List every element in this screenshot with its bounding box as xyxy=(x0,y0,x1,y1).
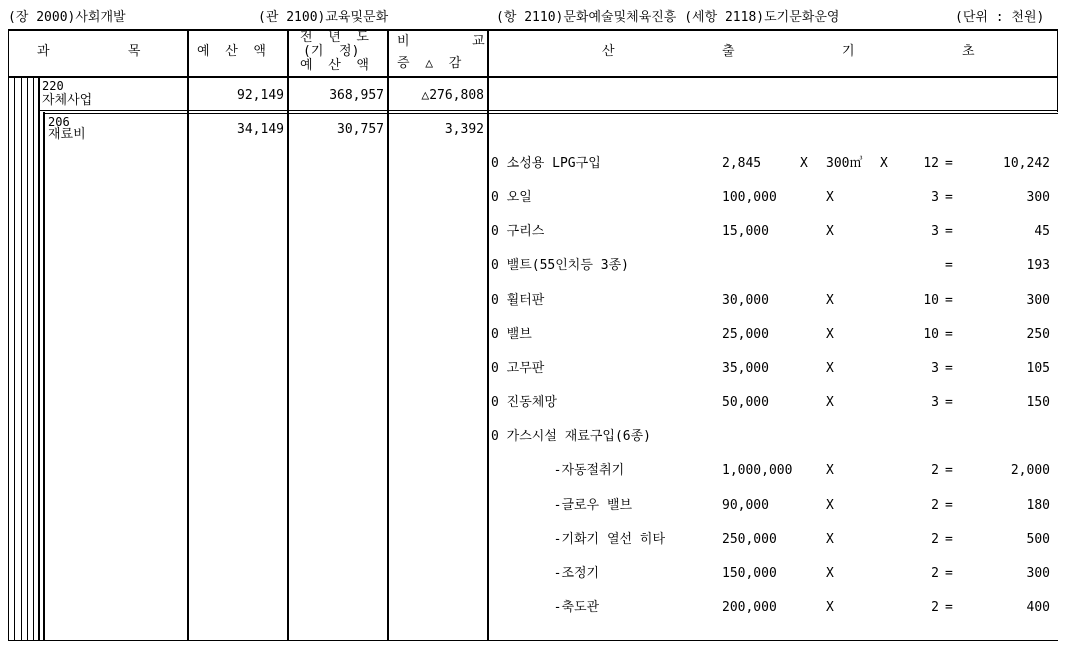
header-basis-2: 출 xyxy=(722,44,735,59)
basis-label: -글로우 밸브 xyxy=(491,498,633,513)
basis-eq: = xyxy=(945,327,953,342)
row-separator xyxy=(40,110,1058,111)
basis-label: 0 진동체망 xyxy=(491,395,557,410)
header-basis-4: 초 xyxy=(962,44,975,59)
basis-eq: = xyxy=(945,224,953,239)
basis-eq: = xyxy=(945,293,953,308)
indent-line xyxy=(33,77,34,640)
row-diff: △276,808 xyxy=(421,88,484,103)
basis-price: 100,000 xyxy=(722,190,777,205)
basis-x2: X xyxy=(826,190,834,205)
basis-x2: X xyxy=(826,498,834,513)
basis-eq: = xyxy=(945,190,953,205)
basis-x2: X xyxy=(826,361,834,376)
basis-price: 250,000 xyxy=(722,532,777,547)
basis-eq: = xyxy=(945,600,953,615)
section-label: (관 2100)교육및문화 xyxy=(258,10,389,25)
header-basis-1: 산 xyxy=(602,44,615,59)
basis-eq: = xyxy=(945,498,953,513)
row-code: 220 xyxy=(42,79,64,93)
basis-qty2: 3 xyxy=(931,190,939,205)
basis-x2: X xyxy=(826,532,834,547)
basis-eq: = xyxy=(945,258,953,273)
basis-price: 1,000,000 xyxy=(722,463,793,478)
basis-price: 150,000 xyxy=(722,566,777,581)
header-basis-3: 기 xyxy=(842,44,855,59)
header-prev-line1: 전 년 도 xyxy=(300,30,369,45)
header-bottom-border xyxy=(8,76,1058,78)
chapter-label: (장 2000)사회개발 xyxy=(8,10,126,25)
header-comp-line1: 비 교 xyxy=(397,34,485,49)
indent-line xyxy=(21,77,22,640)
basis-label: -조정기 xyxy=(491,566,600,581)
col-divider-budget xyxy=(287,29,289,640)
basis-x1: X xyxy=(800,156,808,171)
basis-qty1: 300㎥ xyxy=(826,156,863,171)
col-divider-comp xyxy=(487,29,489,640)
indent-line xyxy=(38,77,40,640)
basis-eq: = xyxy=(945,156,953,171)
basis-x2: X xyxy=(826,224,834,239)
basis-price: 90,000 xyxy=(722,498,769,513)
basis-total: 193 xyxy=(1026,258,1050,273)
table-left-border xyxy=(8,29,9,640)
indent-line xyxy=(27,77,28,640)
basis-qty2: 2 xyxy=(931,463,939,478)
basis-label: 0 고무판 xyxy=(491,361,545,376)
basis-eq: = xyxy=(945,395,953,410)
basis-label: 0 소성용 LPG구입 xyxy=(491,156,601,171)
basis-qty2: 12 xyxy=(923,156,939,171)
basis-total: 300 xyxy=(1026,190,1050,205)
basis-total: 45 xyxy=(1034,224,1050,239)
basis-eq: = xyxy=(945,361,953,376)
basis-x2: X xyxy=(826,566,834,581)
basis-price: 50,000 xyxy=(722,395,769,410)
header-prev-line3: 예 산 액 xyxy=(300,58,369,73)
row-separator-inner xyxy=(44,113,488,114)
table-right-border xyxy=(1057,29,1058,112)
unit-label: (단위 : 천원) xyxy=(955,10,1045,25)
basis-price: 200,000 xyxy=(722,600,777,615)
row-separator-basis xyxy=(488,113,1058,114)
basis-qty2: 2 xyxy=(931,498,939,513)
header-subject: 과 목 xyxy=(37,44,141,59)
basis-total: 250 xyxy=(1026,327,1050,342)
header-comp-line2: 증 △ 감 xyxy=(397,56,462,71)
indent-line xyxy=(14,77,15,640)
row-name: 자체사업 xyxy=(42,93,93,108)
basis-x2: X xyxy=(826,463,834,478)
row-name: 재료비 xyxy=(48,127,86,142)
col-divider-subject xyxy=(187,29,189,640)
basis-label: 0 구리스 xyxy=(491,224,545,239)
header-budget: 예 산 액 xyxy=(197,44,266,59)
item-label: (항 2110)문화예술및체육진흥 (세항 2118)도기문화운영 xyxy=(496,10,840,25)
basis-total: 10,242 xyxy=(1003,156,1050,171)
basis-total: 500 xyxy=(1026,532,1050,547)
row-prev: 30,757 xyxy=(337,122,384,137)
basis-price: 25,000 xyxy=(722,327,769,342)
basis-qty2: 10 xyxy=(923,327,939,342)
indent-line xyxy=(43,112,45,640)
table-top-border xyxy=(8,29,1058,31)
row-prev: 368,957 xyxy=(329,88,384,103)
basis-total: 150 xyxy=(1026,395,1050,410)
header-prev-line2: (기 정) xyxy=(303,44,360,59)
basis-label: -자동절취기 xyxy=(491,463,625,478)
basis-x2: X xyxy=(826,327,834,342)
basis-label: 0 밸트(55인치등 3종) xyxy=(491,258,629,273)
basis-total: 300 xyxy=(1026,293,1050,308)
basis-label: 0 가스시설 재료구입(6종) xyxy=(491,429,651,444)
basis-eq: = xyxy=(945,566,953,581)
basis-x2: X xyxy=(826,293,834,308)
basis-qty2: 2 xyxy=(931,600,939,615)
basis-eq: = xyxy=(945,463,953,478)
basis-qty2: 10 xyxy=(923,293,939,308)
basis-total: 180 xyxy=(1026,498,1050,513)
basis-x2: X xyxy=(880,156,888,171)
row-budget: 92,149 xyxy=(237,88,284,103)
basis-total: 400 xyxy=(1026,600,1050,615)
table-bottom-border xyxy=(8,640,1058,641)
basis-x2: X xyxy=(826,600,834,615)
basis-label: 0 휠터판 xyxy=(491,293,545,308)
basis-x2: X xyxy=(826,395,834,410)
basis-qty2: 2 xyxy=(931,566,939,581)
basis-label: -축도관 xyxy=(491,600,600,615)
row-diff: 3,392 xyxy=(444,122,484,137)
basis-price: 35,000 xyxy=(722,361,769,376)
basis-label: 0 밸브 xyxy=(491,327,532,342)
row-code: 206 xyxy=(48,115,70,129)
basis-total: 2,000 xyxy=(1010,463,1050,478)
basis-qty2: 3 xyxy=(931,395,939,410)
basis-label: -기화기 열선 히타 xyxy=(491,532,665,547)
basis-qty2: 3 xyxy=(931,361,939,376)
row-budget: 34,149 xyxy=(237,122,284,137)
basis-eq: = xyxy=(945,532,953,547)
basis-qty2: 2 xyxy=(931,532,939,547)
basis-price: 15,000 xyxy=(722,224,769,239)
col-divider-prev xyxy=(387,29,389,640)
basis-label: 0 오일 xyxy=(491,190,532,205)
basis-price: 30,000 xyxy=(722,293,769,308)
basis-total: 105 xyxy=(1026,361,1050,376)
basis-total: 300 xyxy=(1026,566,1050,581)
basis-qty2: 3 xyxy=(931,224,939,239)
basis-price: 2,845 xyxy=(722,156,762,171)
